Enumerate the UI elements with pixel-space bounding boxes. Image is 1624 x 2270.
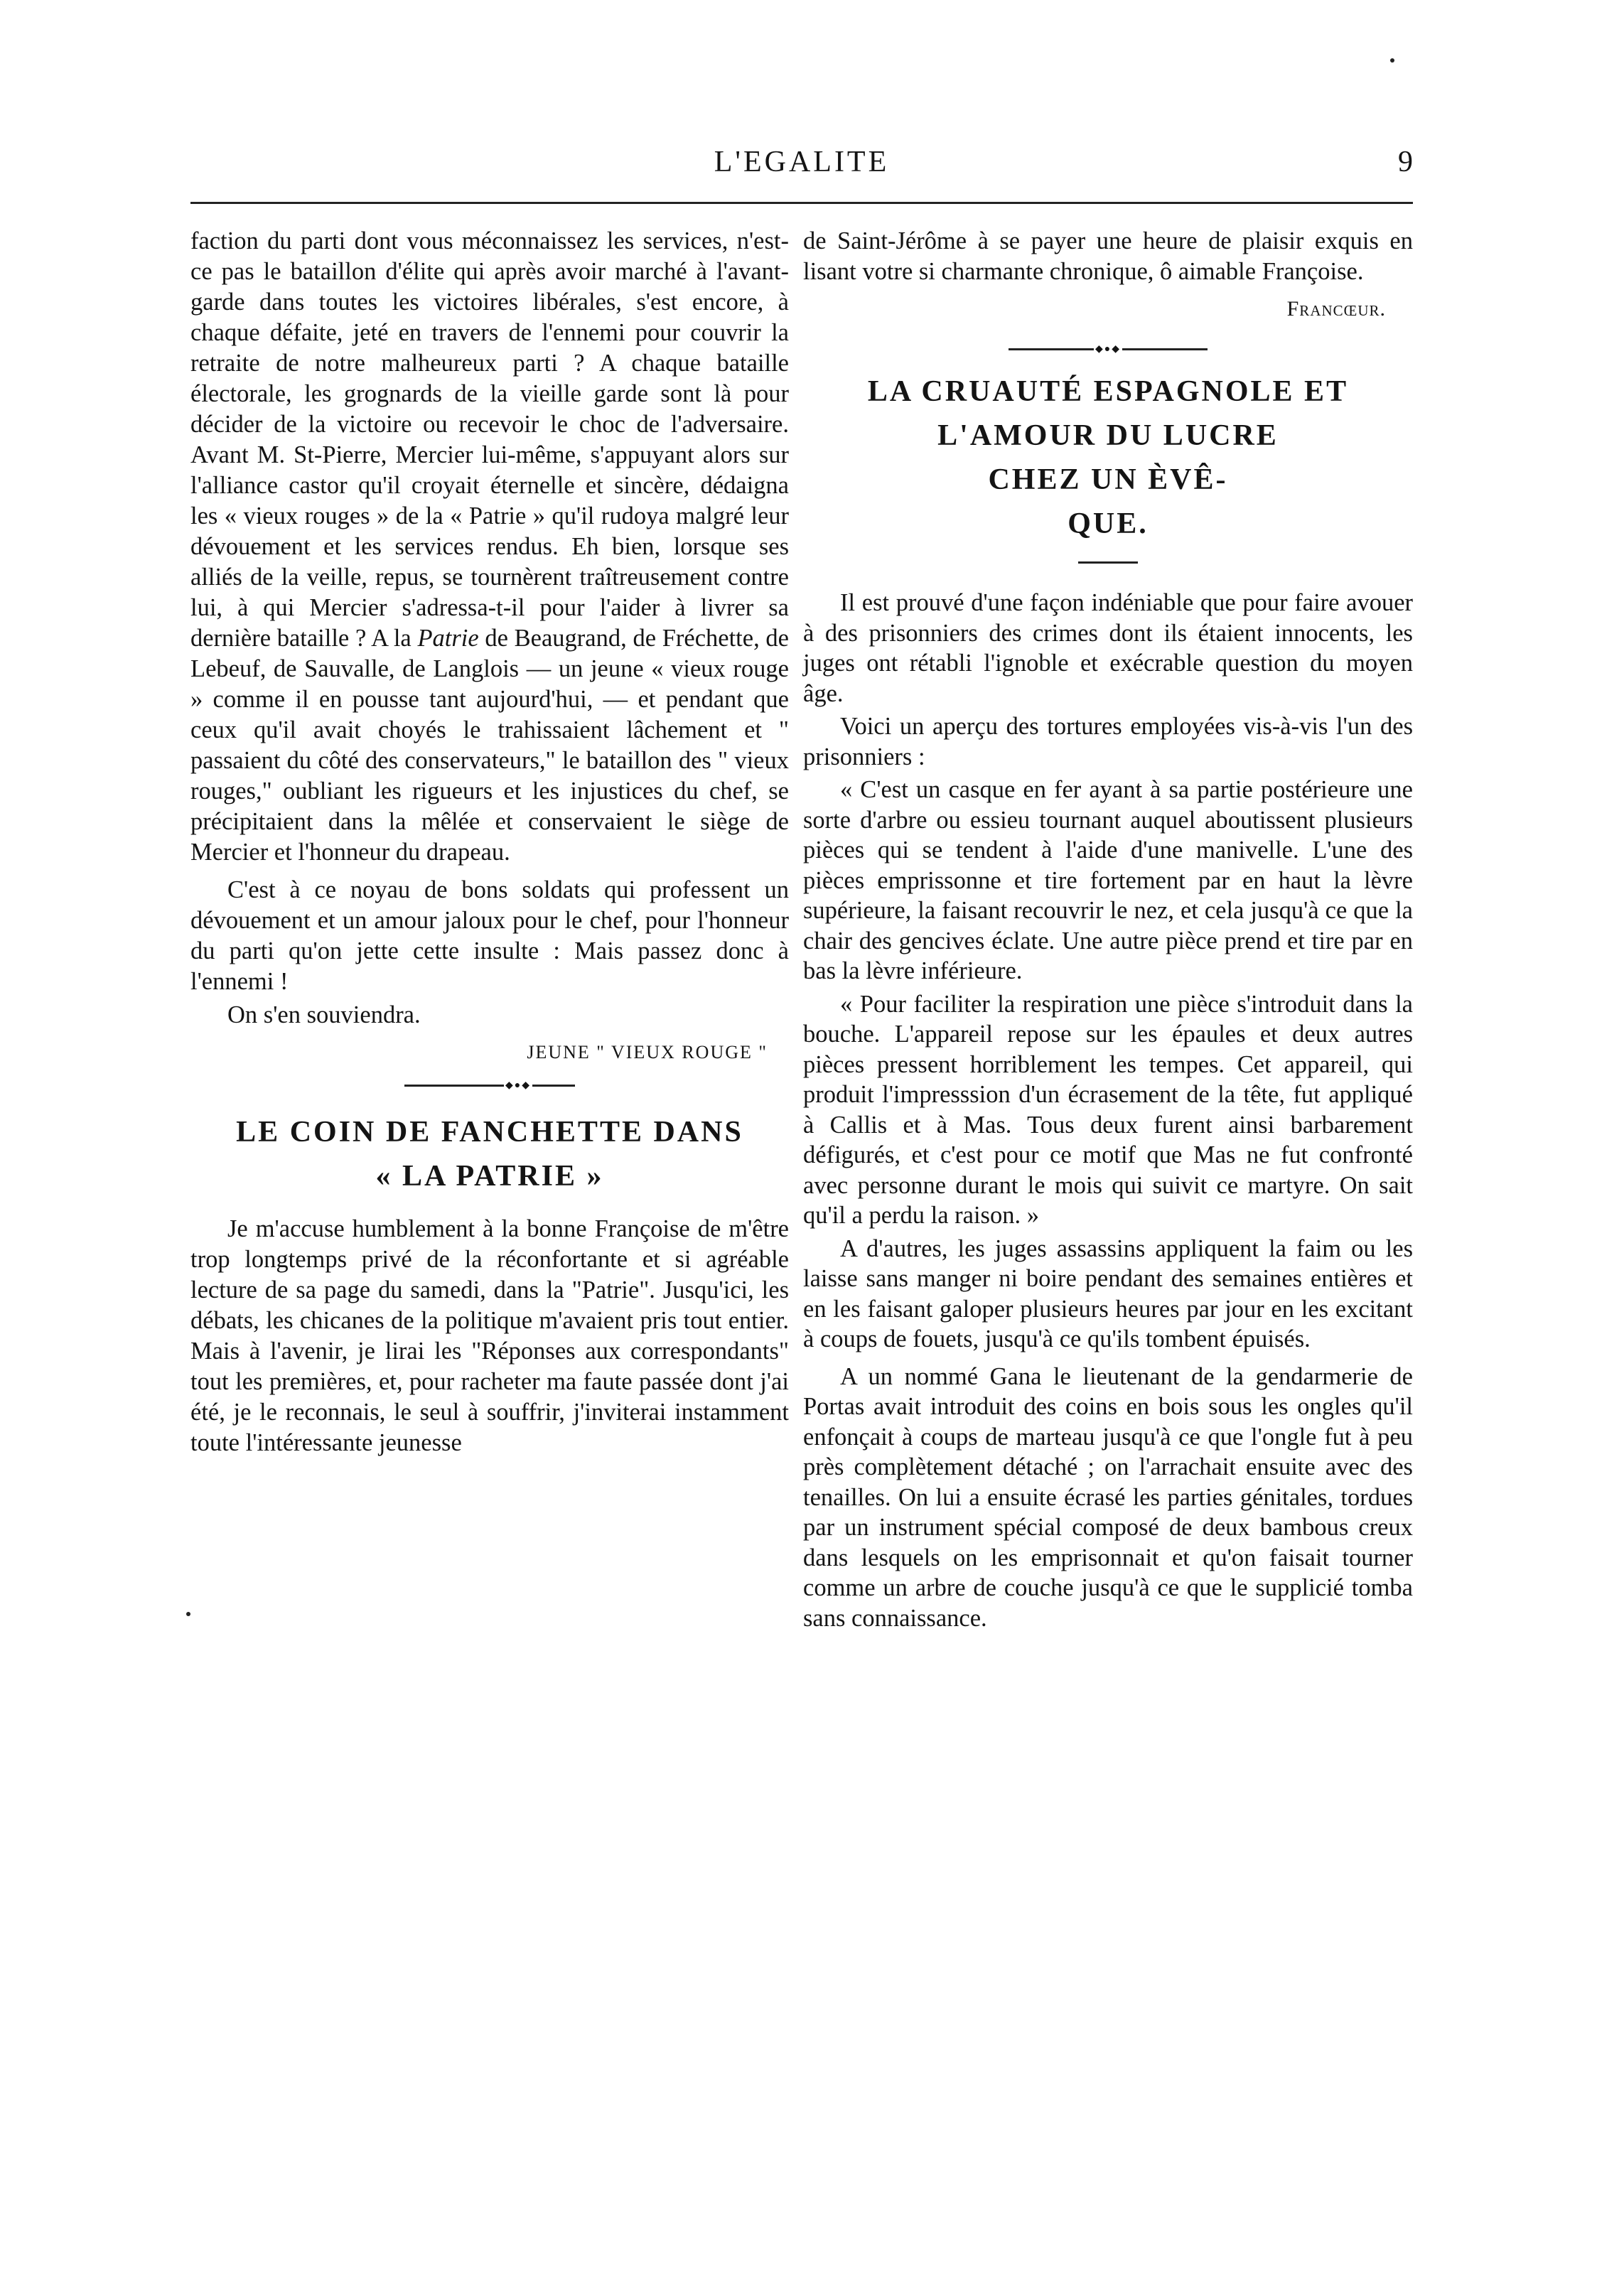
print-speck <box>1390 58 1394 63</box>
paragraph: On s'en souviendra. <box>227 1001 421 1028</box>
header-rule <box>190 202 1413 204</box>
signature: Francœur. <box>1286 297 1386 321</box>
running-title: L'EGALITE <box>714 146 890 178</box>
paragraph: Voici un aperçu des tortures employées vis-à-vis l'un des prisonniers : <box>803 713 1413 770</box>
headline: LE COIN DE FANCHETTE DANS « LA PATRIE » <box>236 1116 743 1193</box>
signature: JEUNE " VIEUX ROUGE " <box>527 1042 768 1063</box>
left-column <box>190 226 789 1458</box>
headline: LA CRUAUTÉ ESPAGNOLE ET L'AMOUR DU LUCRE CHEZ UN ÈVÊ- QUE. <box>867 375 1349 540</box>
page-number: 9 <box>1398 146 1413 178</box>
section-ornament: ◆●◆ <box>190 1079 789 1089</box>
paragraph: A d'autres, les juges assassins appliquent la faim ou les laisse sans manger ni boire pendant des semaines entières et en les faisant galoper plusieurs heures par jour en les excitant à coups de fouets, jusqu'à ce qu'ils tombent épuisés. <box>803 1234 1413 1352</box>
page-header <box>190 145 1413 195</box>
article-continuation-paragraph: de Saint-Jérôme à se payer une heure de plaisir exquis en lisant votre si charmante chronique, ô aimable Françoise. <box>803 227 1413 285</box>
paragraph: C'est à ce noyau de bons soldats qui professent un dévouement et un amour jaloux pour le chef, pour l'honneur du parti qu'on jette cette insulte : Mais passez donc à l'ennemi ! <box>190 876 789 995</box>
article-continuation-paragraph: faction du parti dont vous méconnaissez les services, n'est-ce pas le bataillon d'élite qui après avoir marché à l'avant-garde dans toutes les victoires libérales, s'est encore, à chaque défaite, jeté en travers de l'ennemi pour couvrir la retraite de notre malheureux parti ? A chaque bataille électorale, les grognards de la vieille garde sont là pour décider de la victoire ou recevoir le choc de l'adversaire. Avant M. St-Pierre, Mercier lui-même, s'appuyant alors sur l'alliance castor qu'il croyait éternelle et sincère, dédaigna les « vieux rouges » de la « Patrie » qu'il rudoya malgré leur dévouement et les services rendus. Eh bien, lorsque ses alliés de la veille, repus, se tournèrent traîtreusement contre lui, à qui Mercier s'adressa-t-il pour l'aider à livrer sa dernière bataille ? A la Patrie de Beaugrand, de Fréchette, de Lebeuf, de Sauvalle, de Langlois — un jeune « vieux rouge » comme il en pousse tant aujourd'hui, — et pendant que ceux qu'il avait choyés le trahissaient lâchement et " passaient du côté des conservateurs," le bataillon des " vieux rouges," oubliant les rigueurs et les injustices du chef, se précipitaient dans la mêlée et conservaient le siège de Mercier et l'honneur du drapeau. <box>190 227 789 866</box>
short-rule <box>1078 561 1138 564</box>
print-speck <box>186 1612 190 1616</box>
right-column <box>803 226 1413 1633</box>
patrie-italic: Patrie <box>417 625 479 652</box>
paragraph: Je m'accuse humblement à la bonne Françoise de m'être trop longtemps privé de la réconfortante et si agréable lecture de sa page du samedi, dans la "Patrie". Jusqu'ici, les débats, les chicanes de la politique m'avaient pris tout entier. Mais à l'avenir, je lirai les "Réponses aux correspondants" tout les premières, et, pour racheter ma faute passée dont j'ai été, je le reconnais, le seul à souffrir, j'inviterai instamment toute l'intéressante jeunesse <box>190 1215 789 1456</box>
paragraph: « Pour faciliter la respiration une pièce s'introduit dans la bouche. L'appareil repose sur les épaules et deux autres pièces pressent horriblement les tempes. Cet appareil, qui produit l'impresssion d'un écrasement de la tête, fut appliqué à Callis et à Mas. Tous deux furent ainsi barbarement défigurés, et c'est pour ce motif que Mas ne fut confronté avec personne durant le mois qui suivit ce martyre. On sait qu'il a perdu la raison. » <box>803 990 1413 1229</box>
paragraph: « C'est un casque en fer ayant à sa partie postérieure une sorte d'arbre ou essieu tournant auquel aboutissent plusieurs pièces qui se tendent à l'aide d'une manivelle. L'une des pièces emprissonne et tire fortement par en haut la lèvre supérieure, la faisant recouvrir le nez, et cela jusqu'à ce que la chair des gencives éclate. Une autre pièce prend et tire par en bas la lèvre inférieure. <box>803 776 1413 984</box>
paragraph: A un nommé Gana le lieutenant de la gendarmerie de Portas avait introduit des coins en bois sous les ongles qu'il enfonçait à coups de marteau jusqu'à ce que l'ongle fut à peu près complètement détaché ; on l'arrachait ensuite avec des tenailles. On lui a ensuite écrasé les parties génitales, tordues par un instrument spécial composé de deux bambous creux dans lesquels on les emprisonnait et qu'on faisait tourner comme un arbre de couche jusqu'à ce que le supplicié tomba sans connaissance. <box>803 1362 1413 1632</box>
section-ornament: ◆●◆ <box>803 343 1413 353</box>
paragraph: Il est prouvé d'une façon indéniable que pour faire avouer à des prisonniers des crimes dont ils étaient innocents, les juges ont rétabli l'ignoble et exécrable question du moyen âge. <box>803 589 1413 707</box>
